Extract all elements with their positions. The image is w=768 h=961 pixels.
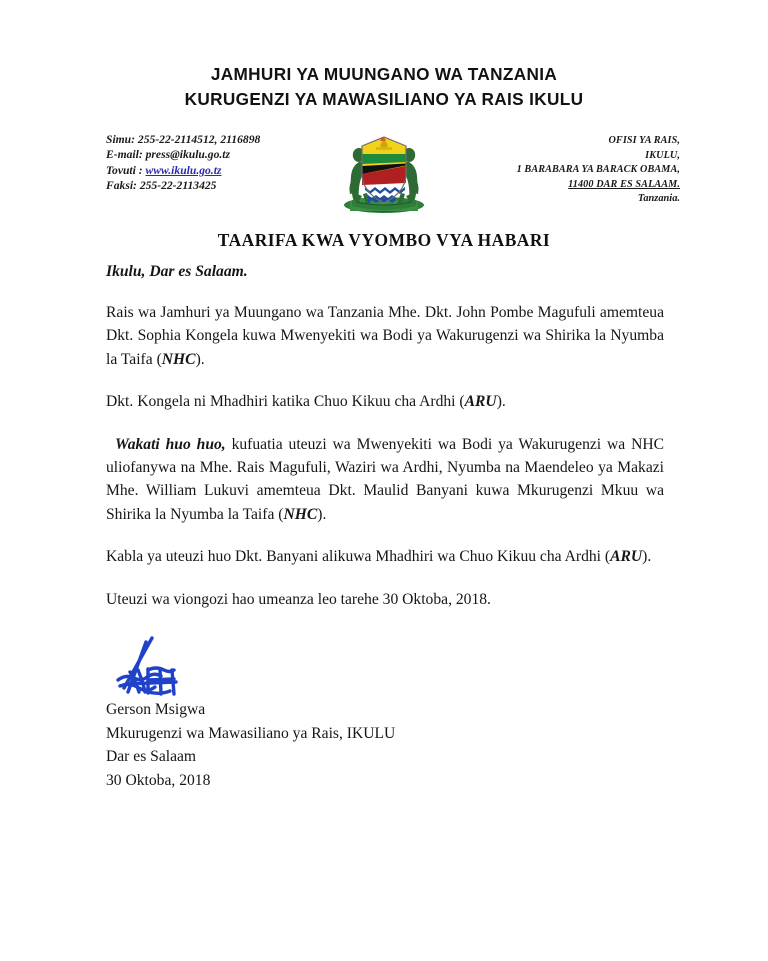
address-line-4: 11400 DAR ES SALAAM. [568, 178, 680, 190]
address-line-1: OFISI YA RAIS, [608, 135, 680, 146]
contact-website-label: Tovuti : [106, 163, 143, 177]
contact-phone-value: 255-22-2114512, 2116898 [137, 133, 261, 146]
paragraph-2-text: Dkt. Kongela ni Mhadhiri katika Chuo Kikuu cha Ardhi ( [106, 393, 465, 411]
signatory-role: Mkurugenzi wa Mawasiliano ya Rais, IKULU [106, 724, 396, 742]
contact-fax-label: Faksi: [106, 179, 137, 193]
paragraph-3 [106, 433, 664, 527]
contact-website-link[interactable]: www.ikulu.go.tz [145, 163, 222, 177]
signoff-block [106, 698, 395, 792]
signatory-name: Gerson Msigwa [106, 701, 206, 718]
contact-email-label: E-mail: [106, 148, 143, 162]
document-body [106, 262, 664, 630]
paragraph-1-text: Rais wa Jamhuri ya Muungano wa Tanzania Mhe. Dkt. John Pombe Magufuli amemteua Dkt. Sophia Kongela kuwa Mwenyekiti wa Bodi ya Wakurugenzi wa Shirika la Nyumba la Taifa ( [106, 304, 664, 368]
contact-email [106, 147, 260, 162]
tanzania-coat-of-arms-icon [336, 128, 432, 214]
paragraph-5: Uteuzi wa viongozi hao umeanza leo tarehe 30 Oktoba, 2018. [106, 590, 491, 608]
abbr-aru-2: ARU [610, 548, 643, 566]
abbr-aru-1: ARU [464, 393, 497, 411]
contact-fax [106, 178, 260, 193]
paragraph-2-end: ). [496, 393, 506, 411]
contact-phone [106, 132, 260, 147]
paragraph-3-end: ). [317, 505, 327, 523]
paragraph-2 [106, 390, 664, 413]
contact-fax-value: 255-22-2113425 [139, 179, 217, 193]
paragraph-3-lead: Wakati huo huo, [115, 435, 226, 453]
paragraph-1-end: ). [195, 350, 205, 368]
letterhead-line-2: KURUGENZI YA MAWASILIANO YA RAIS IKULU [184, 89, 584, 109]
address-block [517, 134, 680, 207]
contact-block [106, 132, 260, 194]
paragraph-4-end: ). [642, 548, 652, 566]
letterhead [0, 62, 768, 112]
page-title: TAARIFA KWA VYOMBO VYA HABARI [217, 230, 551, 250]
address-line-5: Tanzania. [637, 193, 680, 205]
address-line-2: IKULU, [645, 149, 680, 161]
contact-email-value: press@ikulu.go.tz [145, 148, 231, 162]
dateline: Ikulu, Dar es Salaam. [106, 263, 248, 280]
contact-website [106, 163, 260, 178]
paragraph-4 [106, 545, 664, 568]
paragraph-4-text: Kabla ya uteuzi huo Dkt. Banyani alikuwa Mhadhiri wa Chuo Kikuu cha Ardhi ( [106, 548, 611, 566]
paragraph-3-text: kufuatia uteuzi wa Mwenyekiti wa Bodi ya Wakurugenzi wa NHC uliofanywa na Mhe. Rais Magufuli, Waziri wa Ardhi, Nyumba na Maendeleo ya Makazi Mhe. William Lukuvi amemteua Dkt. Maulid Banyani kuwa Mkurugenzi Mkuu wa Shirika la Nyumba la Taifa ( [106, 435, 664, 523]
letterhead-line-1: JAMHURI YA MUUNGANO WA TANZANIA [210, 64, 558, 84]
address-line-3: 1 BARABARA YA BARACK OBAMA, [516, 164, 680, 176]
contact-phone-label: Simu: [106, 133, 135, 146]
letterhead-detail-strip [0, 128, 768, 214]
paragraph-1 [106, 301, 664, 371]
abbr-nhc-2: NHC [283, 505, 318, 523]
abbr-nhc-1: NHC [161, 350, 196, 368]
signatory-date: 30 Oktoba, 2018 [106, 771, 211, 789]
signatory-city: Dar es Salaam [106, 748, 197, 766]
